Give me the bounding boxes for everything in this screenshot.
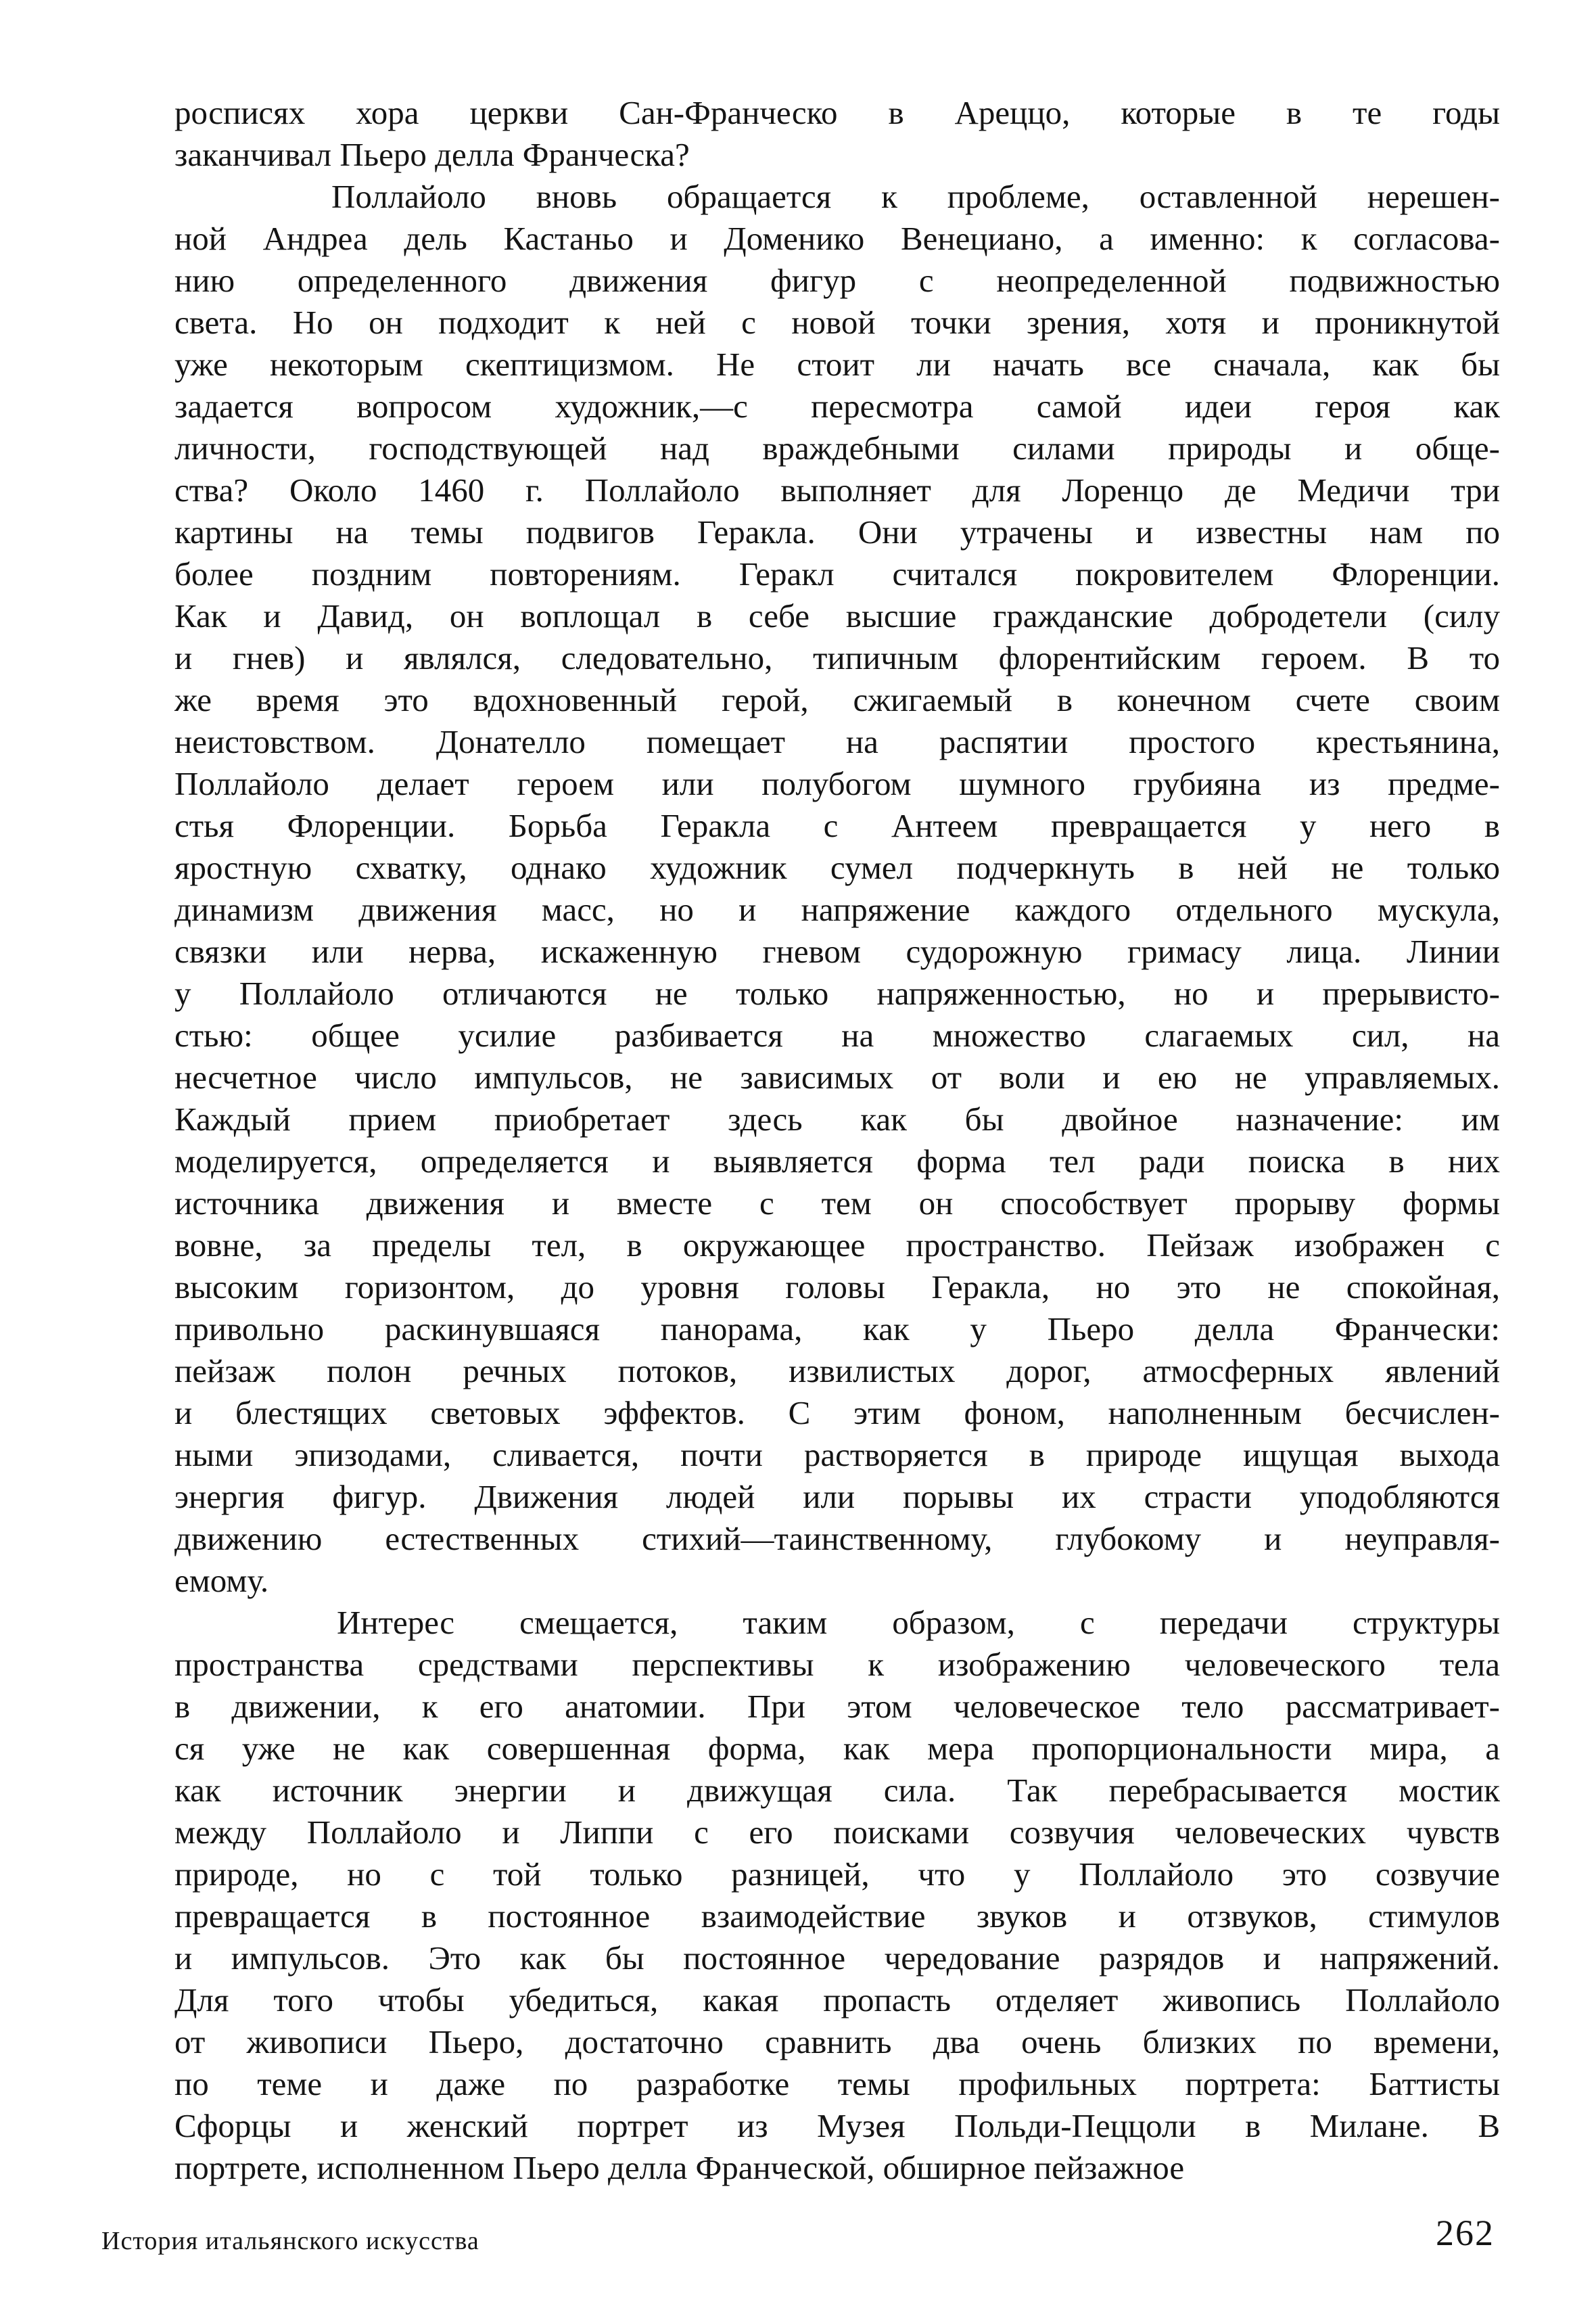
text-line: ной Андреа дель Кастаньо и Доменико Венециано, а именно: к согласова- xyxy=(174,220,1500,257)
text-line: нию определенного движения фигур с неопределенной подвижностью xyxy=(174,262,1500,299)
text-line: по теме и даже по разработке темы профильных портрета: Баттисты xyxy=(174,2065,1500,2102)
text-line: связки или нерва, искаженную гневом судорожную гримасу лица. Линии xyxy=(174,933,1500,970)
text-line: и гнев) и являлся, следовательно, типичным флорентийским героем. В то xyxy=(174,639,1500,676)
text-line: неистовством. Донателло помещает на распятии простого крестьянина, xyxy=(174,723,1500,760)
page-number: 262 xyxy=(1436,2213,1495,2253)
text-line: динамизм движения масс, но и напряжение каждого отдельного мускула, xyxy=(174,891,1500,928)
text-line: источника движения и вместе с тем он способствует прорыву формы xyxy=(174,1184,1500,1222)
text-line: задается вопросом художник,—с пересмотра самой идеи героя как xyxy=(174,388,1500,425)
paragraph xyxy=(174,176,1500,1602)
text-line: движению естественных стихий—таинственному, глубокому и неуправля- xyxy=(174,1520,1500,1557)
text-line: несчетное число импульсов, не зависимых от воли и ею не управляемых. xyxy=(174,1059,1500,1096)
text-line: между Поллайоло и Липпи с его поисками созвучия человеческих чувств xyxy=(174,1814,1500,1851)
text-line: Для того чтобы убедиться, какая пропасть отделяет живопись Поллайоло xyxy=(174,1981,1500,2018)
text-line: как источник энергии и движущая сила. Так перебрасывается мостик xyxy=(174,1772,1500,1809)
text-line: и импульсов. Это как бы постоянное чередование разрядов и напряжений. xyxy=(174,1939,1500,1977)
text-line: и блестящих световых эффектов. С этим фоном, наполненным бесчислен- xyxy=(174,1394,1500,1431)
text-line: емому. xyxy=(174,1562,269,1599)
body-text xyxy=(174,92,1500,2189)
paragraph xyxy=(174,1602,1500,2189)
text-line: росписях хора церкви Сан-Франческо в Ареццо, которые в те годы xyxy=(174,94,1500,131)
text-line: стья Флоренции. Борьба Геракла с Антеем превращается у него в xyxy=(174,807,1500,844)
text-line: стью: общее усилие разбивается на множество слагаемых сил, на xyxy=(174,1017,1500,1054)
text-line: моделируется, определяется и выявляется форма тел ради поиска в них xyxy=(174,1143,1500,1180)
text-line: ства? Около 1460 г. Поллайоло выполняет для Лоренцо де Медичи три xyxy=(174,471,1500,509)
text-line: уже некоторым скептицизмом. Не стоит ли начать все сначала, как бы xyxy=(174,346,1500,383)
text-line: Поллайоло делает героем или полубогом шумного грубияна из предме- xyxy=(174,765,1500,802)
running-footer-title: История итальянского искусства xyxy=(101,2227,479,2255)
text-line: Сфорцы и женский портрет из Музея Польди-Пеццоли в Милане. В xyxy=(174,2107,1500,2144)
text-line: природе, но с той только разницей, что у Поллайоло это созвучие xyxy=(174,1855,1500,1893)
paragraph xyxy=(174,92,1500,176)
text-line: ся уже не как совершенная форма, как мера пропорциональности мира, а xyxy=(174,1730,1500,1767)
text-line: портрете, исполненном Пьеро делла Франческой, обширное пейзажное xyxy=(174,2149,1185,2186)
text-line: пространства средствами перспективы к изображению человеческого тела xyxy=(174,1646,1500,1683)
text-line: же время это вдохновенный герой, сжигаемый в конечном счете своим xyxy=(174,681,1500,718)
text-line: энергия фигур. Движения людей или порывы их страсти уподобляются xyxy=(174,1478,1500,1515)
text-line: картины на темы подвигов Геракла. Они утрачены и известны нам по xyxy=(174,513,1500,551)
text-line: у Поллайоло отличаются не только напряженностью, но и прерывисто- xyxy=(174,975,1500,1012)
text-line: высоким горизонтом, до уровня головы Геракла, но это не спокойная, xyxy=(174,1268,1500,1306)
text-line: пейзаж полон речных потоков, извилистых дорог, атмосферных явлений xyxy=(174,1352,1500,1389)
text-line: Поллайоло вновь обращается к проблеме, оставленной нерешен- xyxy=(331,178,1500,215)
text-line: более поздним повторениям. Геракл считался покровителем Флоренции. xyxy=(174,555,1500,593)
text-line: света. Но он подходит к ней с новой точки зрения, хотя и проникнутой xyxy=(174,304,1500,341)
text-line: вовне, за пределы тел, в окружающее пространство. Пейзаж изображен с xyxy=(174,1226,1500,1264)
text-line: привольно раскинувшаяся панорама, как у Пьеро делла Франчески: xyxy=(174,1310,1500,1347)
text-line: Как и Давид, он воплощал в себе высшие гражданские добродетели (силу xyxy=(174,597,1500,634)
text-line: превращается в постоянное взаимодействие звуков и отзвуков, стимулов xyxy=(174,1897,1500,1935)
text-line: от живописи Пьеро, достаточно сравнить два очень близких по времени, xyxy=(174,2023,1500,2060)
text-line: заканчивал Пьеро делла Франческа? xyxy=(174,136,690,173)
text-line: ными эпизодами, сливается, почти растворяется в природе ищущая выхода xyxy=(174,1436,1500,1473)
text-line: Интерес смещается, таким образом, с передачи структуры xyxy=(337,1604,1500,1641)
text-line: личности, господствующей над враждебными силами природы и обще- xyxy=(174,430,1500,467)
text-line: яростную схватку, однако художник сумел подчеркнуть в ней не только xyxy=(174,849,1500,886)
text-line: Каждый прием приобретает здесь как бы двойное назначение: им xyxy=(174,1101,1500,1138)
text-line: в движении, к его анатомии. При этом человеческое тело рассматривает- xyxy=(174,1688,1500,1725)
